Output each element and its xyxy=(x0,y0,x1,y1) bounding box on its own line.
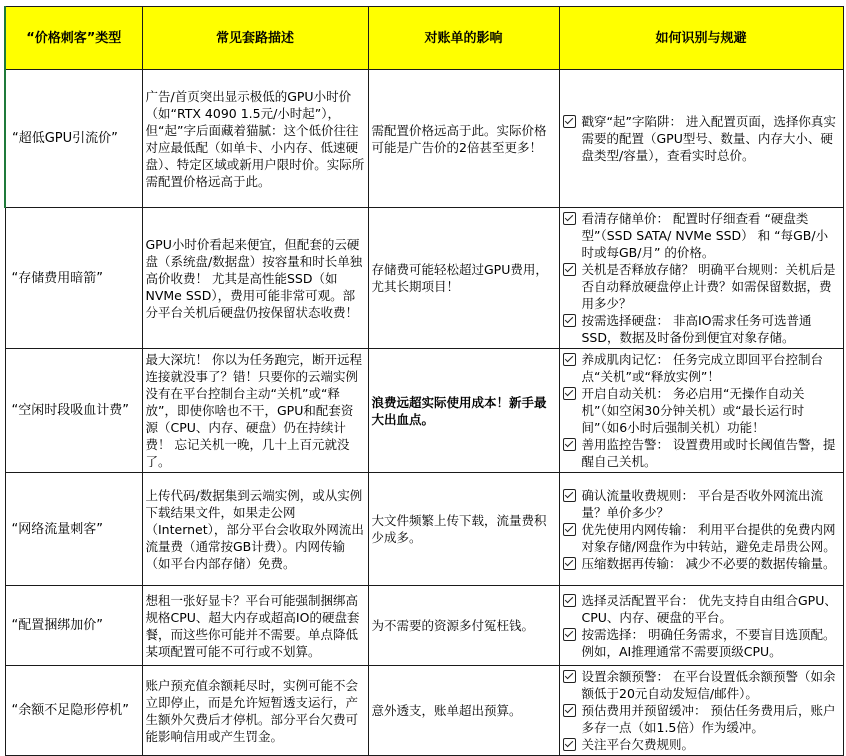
tip-item: 选择灵活配置平台： 优先支持自由组合GPU、CPU、内存、硬盘的平台。 xyxy=(563,592,840,626)
avoid-tips xyxy=(559,349,843,473)
tip-item: 确认流量收费规则： 平台是否收外网流出流量？单价多少？ xyxy=(563,487,840,521)
table-row xyxy=(5,586,843,666)
table-header-row xyxy=(5,7,843,70)
tip-item: 优先使用内网传输： 利用平台提供的免费内网对象存储/网盘作为中转站，避免走昂贵公网。 xyxy=(563,521,840,555)
checkbox-icon xyxy=(563,212,576,225)
bill-impact: 浪费远超实际使用成本！新手最大出血点。 xyxy=(368,349,559,473)
checkbox-icon xyxy=(563,738,576,751)
tip-item: 关注平台欠费规则。 xyxy=(563,736,840,753)
checkbox-icon xyxy=(563,670,576,683)
checkbox-icon xyxy=(563,263,576,276)
avoid-tips xyxy=(559,70,843,208)
trap-description: 广告/首页突出显示极低的GPU小时价（如“RTX 4090 1.5元/小时起”），但“起”字后面藏着猫腻：这个低价往往对应最低配（如单卡、小内存、低速硬盘）、特定区域或新用户限时价。实际所需配置价格远高于此。 xyxy=(142,70,368,208)
checkbox-icon xyxy=(563,314,576,327)
tip-item: 开启自动关机： 务必启用“无操作自动关机”（如空闲30分钟关机）或“最长运行时间”（如6小时后强制关机）功能！ xyxy=(563,385,840,436)
checkbox-icon xyxy=(563,594,576,607)
checkbox-icon xyxy=(563,628,576,641)
trap-description: 最大深坑！ 你以为任务跑完，断开远程连接就没事了？错！只要你的云端实例没有在平台控制台主动“关机”或“释放”，即使你啥也不干，GPU和配套资源（CPU、内存、硬盘）仍在持续计费！ 忘记关机一晚，几十上百元就没了。 xyxy=(142,349,368,473)
trap-type: “配置捆绑加价” xyxy=(5,586,142,666)
trap-description: 上传代码/数据集到云端实例，或从实例下载结果文件，如果走公网（Internet），部分平台会收取外网流出流量费（通常按GB计费）。内网传输（如平台内部存储）免费。 xyxy=(142,473,368,586)
header-tips: 如何识别与规避 xyxy=(559,7,843,70)
tip-item: 戳穿“起”字陷阱： 进入配置页面，选择你真实需要的配置（GPU型号、数量、内存大小、硬盘类型/容量），查看实时总价。 xyxy=(563,113,840,164)
bill-impact: 意外透支，账单超出预算。 xyxy=(368,666,559,756)
table-row xyxy=(5,208,843,349)
price-trap-table xyxy=(4,6,844,756)
bill-impact: 存储费可能轻松超过GPU费用，尤其长期项目！ xyxy=(368,208,559,349)
checkbox-icon xyxy=(563,115,576,128)
tip-item: 看清存储单价： 配置时仔细查看 “硬盘类型”（SSD SATA/ NVMe SSD） 和 “每GB/小时或每GB/月” 的价格。 xyxy=(563,210,840,261)
checkbox-icon xyxy=(563,557,576,570)
header-description: 常见套路描述 xyxy=(142,7,368,70)
bill-impact: 需配置价格远高于此。实际价格可能是广告价的2倍甚至更多！ xyxy=(368,70,559,208)
bill-impact: 大文件频繁上传下载，流量费积少成多。 xyxy=(368,473,559,586)
tip-item: 按需选择： 明确任务需求，不要盲目选顶配。例如，AI推理通常不需要顶级CPU。 xyxy=(563,626,840,660)
trap-type: “存储费用暗箭” xyxy=(5,208,142,349)
header-type: “价格刺客”类型 xyxy=(5,7,142,70)
checkbox-icon xyxy=(563,523,576,536)
trap-type: “超低GPU引流价” xyxy=(5,70,142,208)
tip-item: 预估费用并预留缓冲： 预估任务费用后，账户多存一点（如1.5倍）作为缓冲。 xyxy=(563,702,840,736)
table-row xyxy=(5,70,843,208)
checkbox-icon xyxy=(563,489,576,502)
trap-type: “空闲时段吸血计费” xyxy=(5,349,142,473)
trap-type: “网络流量刺客” xyxy=(5,473,142,586)
checkbox-icon xyxy=(563,387,576,400)
trap-description: 账户预充值余额耗尽时，实例可能不会立即停止，而是允许短暂透支运行，产生额外欠费后才停机。部分平台欠费可能影响信用或产生罚金。 xyxy=(142,666,368,756)
avoid-tips xyxy=(559,666,843,756)
tip-item: 压缩数据再传输： 减少不必要的数据传输量。 xyxy=(563,555,840,572)
avoid-tips xyxy=(559,586,843,666)
tip-item: 善用监控告警： 设置费用或时长阈值告警，提醒自己关机。 xyxy=(563,436,840,470)
trap-type: “余额不足隐形停机” xyxy=(5,666,142,756)
checkbox-icon xyxy=(563,353,576,366)
header-impact: 对账单的影响 xyxy=(368,7,559,70)
tip-item: 养成肌肉记忆： 任务完成立即回平台控制台点“关机”或“释放实例”！ xyxy=(563,351,840,385)
tip-item: 按需选择硬盘： 非高IO需求任务可选普通SSD，数据及时备份到便宜对象存储。 xyxy=(563,312,840,346)
tip-item: 设置余额预警： 在平台设置低余额预警（如余额低于20元自动发短信/邮件）。 xyxy=(563,668,840,702)
table-row xyxy=(5,349,843,473)
trap-description: GPU小时价看起来便宜，但配套的云硬盘（系统盘/数据盘）按容量和时长单独高价收费！ 尤其是高性能SSD（如NVMe SSD），费用可能非常可观。部分平台关机后硬盘仍按保留状态收费！ xyxy=(142,208,368,349)
checkbox-icon xyxy=(563,438,576,451)
tip-item: 关机是否释放存储？ 明确平台规则：关机后是否自动释放硬盘停止计费？如需保留数据，费用多少？ xyxy=(563,261,840,312)
checkbox-icon xyxy=(563,704,576,717)
avoid-tips xyxy=(559,208,843,349)
table-row xyxy=(5,473,843,586)
table-row xyxy=(5,666,843,756)
bill-impact: 为不需要的资源多付冤枉钱。 xyxy=(368,586,559,666)
trap-description: 想租一张好显卡？平台可能强制捆绑高规格CPU、超大内存或超高IO的硬盘套餐，而这些你可能并不需要。单点降低某项配置可能不可行或不划算。 xyxy=(142,586,368,666)
avoid-tips xyxy=(559,473,843,586)
